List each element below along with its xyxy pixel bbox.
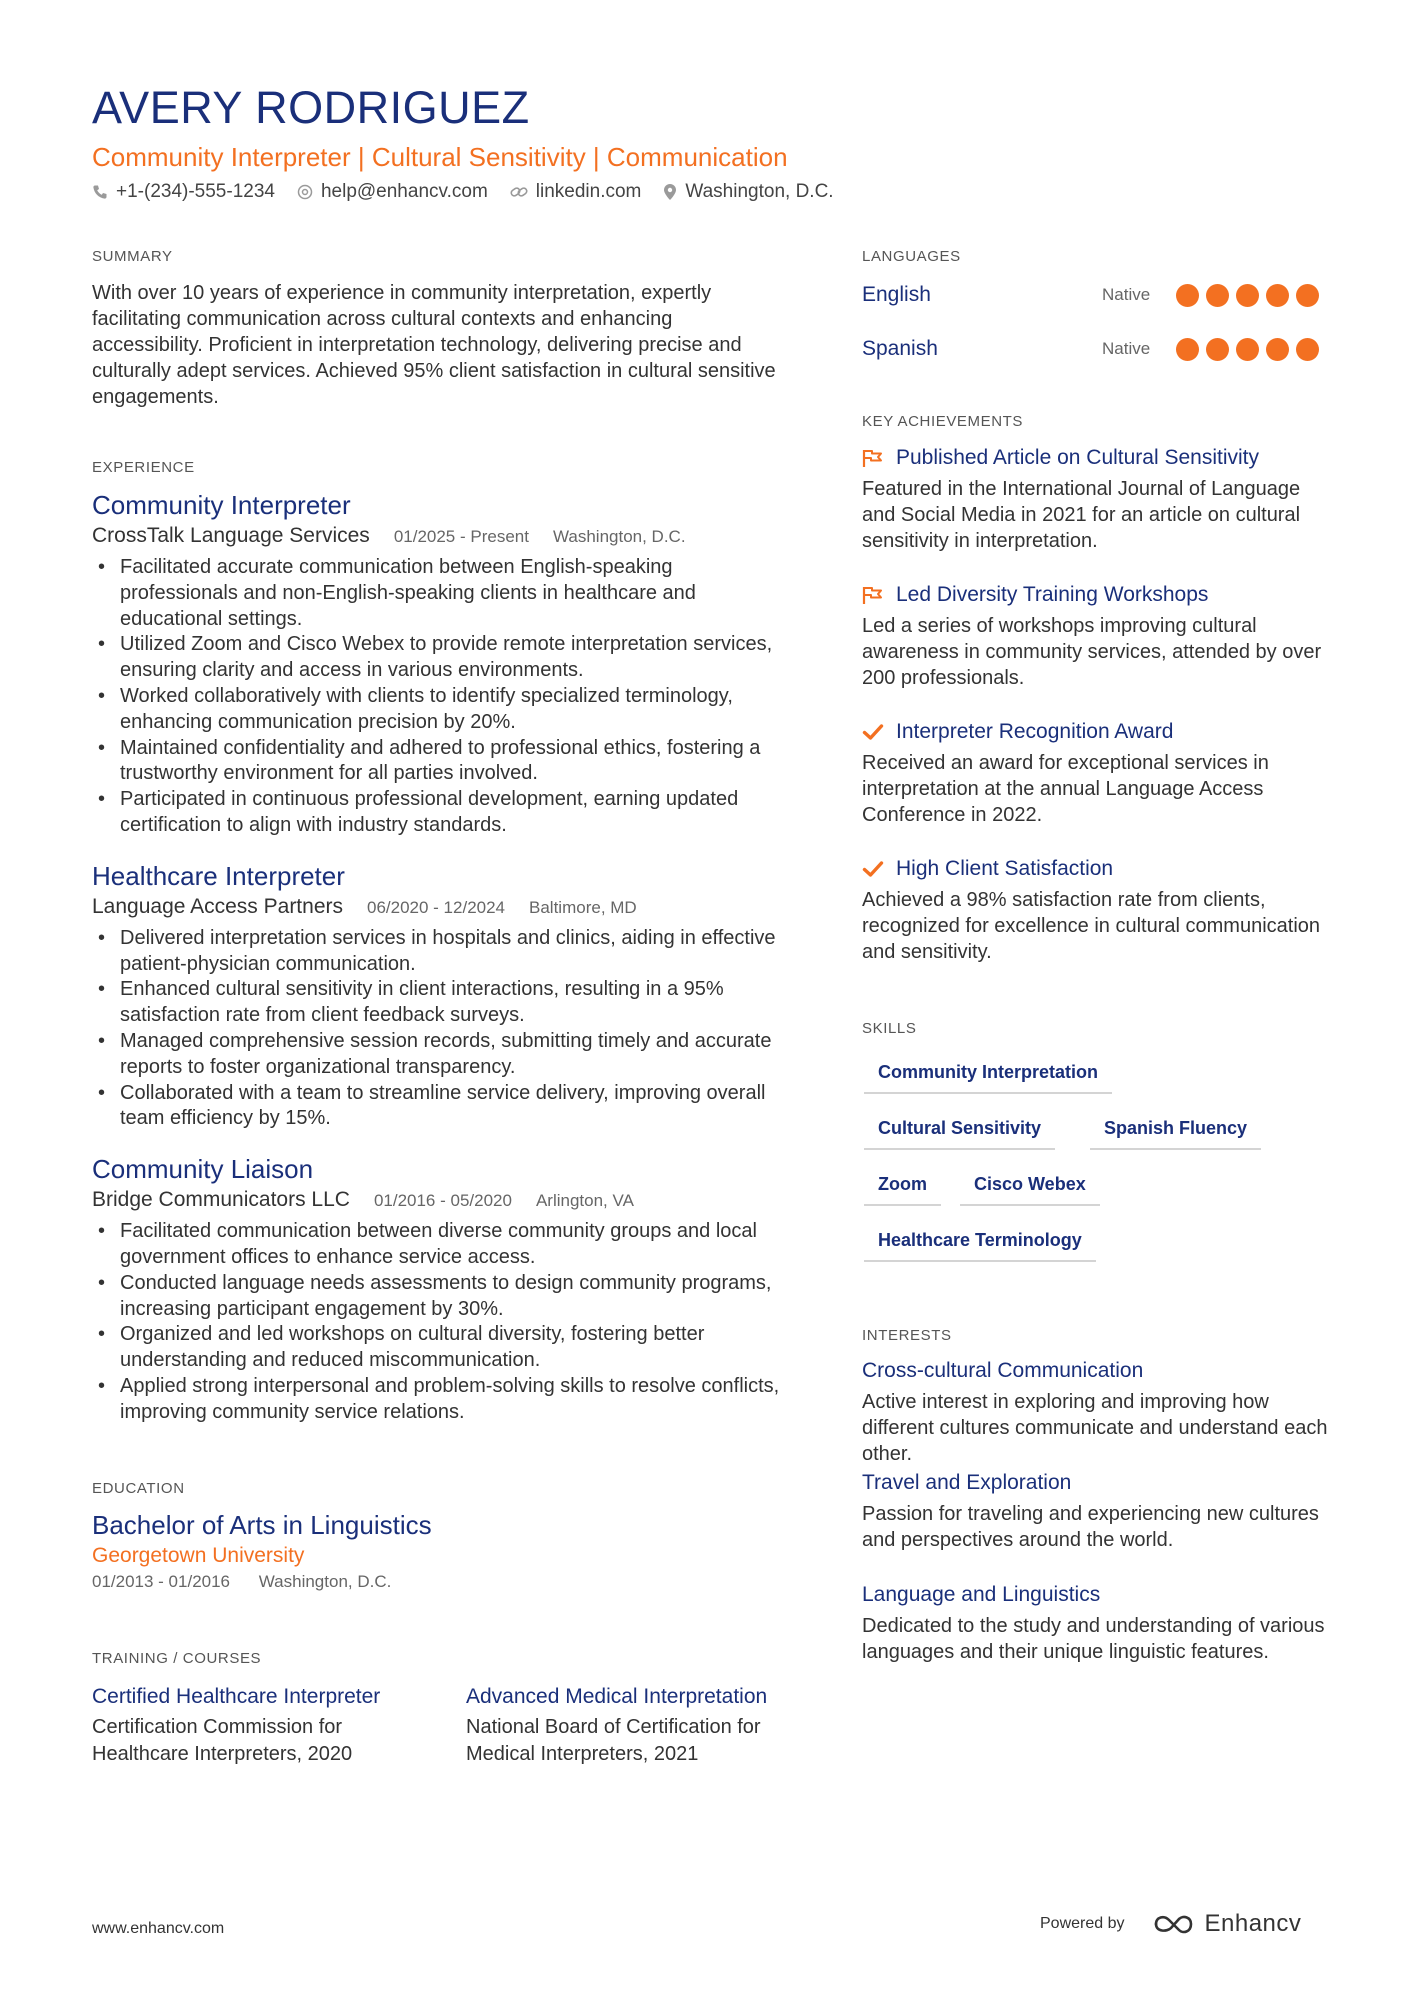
job-meta (92, 522, 792, 551)
summary-text: With over 10 years of experience in community interpretation, expertly facilitating communication across cultural contexts and enhancing accessibility. Proficient in interpretation technology, delivering precise and culturally adept services. Achieved 95% client satisfaction in cultural sensitive engagements. (92, 282, 776, 408)
education-dates: 01/2013 - 01/2016 (92, 1572, 231, 1591)
language-row (862, 280, 1332, 310)
achievement-title: Published Article on Cultural Sensitivity (896, 446, 1260, 469)
interest-title: Cross-cultural Communication (862, 1359, 1144, 1382)
skill-tag: Cultural Sensitivity (864, 1116, 1055, 1150)
job-dates: 01/2025 - Present (393, 527, 529, 546)
skill-tag: Spanish Fluency (1090, 1116, 1261, 1150)
interest-title: Travel and Exploration (862, 1471, 1072, 1494)
job-location: Arlington, VA (535, 1191, 634, 1211)
job-bullet: • Delivered interpretation services in hospitals and clinics, aiding in effective patient-physician communication. (92, 926, 792, 978)
job-dates: 06/2020 - 12/2024 (367, 897, 506, 917)
languages-list (862, 280, 1332, 380)
job-bullet: • Facilitated communication between diverse community groups and local government offices to enhance service access. (92, 1219, 792, 1271)
job-bullet: • Enhanced cultural sensitivity in client interactions, resulting in a 95% satisfaction rate from client feedback surveys. (92, 977, 792, 1029)
candidate-name: AVERY RODRIGUEZ (92, 82, 530, 133)
job-bullet: • Applied strong interpersonal and problem-solving skills to resolve conflicts, improving community service relations. (92, 1374, 792, 1426)
education-degree: Bachelor of Arts in Linguistics (92, 1510, 432, 1540)
achievement-entry (862, 855, 1332, 965)
phone-text[interactable]: +1-(234)-555-1234 (116, 181, 275, 202)
job-title: Community Liaison (92, 1154, 314, 1185)
job-meta (92, 1186, 792, 1215)
achievements-heading: KEY ACHIEVEMENTS (862, 413, 1024, 430)
interest-description: Active interest in exploring and improving how different cultures communicate and understand each other. (862, 1391, 1328, 1465)
location-text: Washington, D.C. (685, 181, 834, 202)
interests-list (862, 1357, 1332, 1717)
job-entry (92, 859, 792, 1132)
interest-description: Dedicated to the study and understanding of various languages and their unique linguistic features. (862, 1615, 1325, 1663)
powered-by-text: Powered by (1040, 1915, 1125, 1932)
course-description: Certification Commission for Healthcare Interpreters, 2020 (92, 1716, 353, 1765)
course-title: Certified Healthcare Interpreter (92, 1685, 381, 1708)
job-bullet: • Managed comprehensive session records, submitting timely and accurate reports to foster organizational transparency. (92, 1029, 792, 1081)
location-pin-icon (663, 183, 677, 201)
rating-dot (1176, 338, 1199, 361)
job-bullet: • Participated in continuous professional development, earning updated certification to align with industry standards. (92, 787, 792, 839)
skill-tag: Cisco Webex (960, 1172, 1100, 1206)
job-bullet: • Facilitated accurate communication between English-speaking professionals and non-English-speaking clients in healthcare and educational settings. (92, 555, 792, 632)
achievement-description: Achieved a 98% satisfaction rate from clients, recognized for excellence in cultural communication and sensitivity. (862, 889, 1321, 963)
job-bullet: • Organized and led workshops on cultural diversity, fostering better understanding and reduced miscommunication. (92, 1322, 792, 1374)
education-heading: EDUCATION (92, 1480, 185, 1497)
achievement-entry (862, 581, 1332, 691)
language-name: English (862, 283, 931, 306)
course-entry (466, 1683, 796, 1768)
language-rating (1176, 338, 1326, 361)
skill-tag: Zoom (864, 1172, 941, 1206)
enhancv-logo-icon (1151, 1911, 1197, 1937)
achievement-title: Led Diversity Training Workshops (896, 583, 1209, 606)
job-bullet: • Utilized Zoom and Cisco Webex to provide remote interpretation services, ensuring clarity and access in various environments. (92, 632, 792, 684)
rating-dot (1236, 338, 1259, 361)
job-bullets (92, 555, 792, 839)
flag-icon (862, 585, 884, 605)
job-bullet: • Worked collaboratively with clients to identify specialized terminology, enhancing communication precision by 20%. (92, 684, 792, 736)
at-icon (297, 184, 313, 200)
job-dates: 01/2016 - 05/2020 (373, 1191, 512, 1211)
email-link[interactable]: help@enhancv.com (320, 181, 488, 202)
achievement-description: Featured in the International Journal of Language and Social Media in 2021 for an article on cultural sensitivity in interpretation. (862, 478, 1301, 552)
summary-heading: SUMMARY (92, 248, 173, 265)
check-icon (862, 859, 884, 879)
language-name: Spanish (862, 337, 938, 360)
job-bullets (92, 1219, 792, 1425)
job-bullet: • Maintained confidentiality and adhered to professional ethics, fostering a trustworthy environment for all parties involved. (92, 736, 792, 788)
experience-heading: EXPERIENCE (92, 459, 195, 476)
rating-dot (1206, 338, 1229, 361)
course-description: National Board of Certification for Medical Interpreters, 2021 (466, 1716, 761, 1765)
course-title: Advanced Medical Interpretation (466, 1685, 768, 1708)
rating-dot (1296, 338, 1319, 361)
interest-title: Language and Linguistics (862, 1583, 1101, 1606)
headline: Community Interpreter | Cultural Sensitivity | Communication (92, 142, 788, 172)
skills-heading: SKILLS (862, 1020, 917, 1037)
linkedin-link[interactable]: linkedin.com (535, 181, 642, 202)
contact-location (663, 178, 833, 206)
language-level: Native (1102, 339, 1151, 358)
achievement-header (862, 581, 1332, 609)
contact-phone (92, 178, 275, 206)
training-heading: TRAINING / COURSES (92, 1650, 262, 1667)
job-company: Bridge Communicators LLC (92, 1188, 350, 1212)
language-row (862, 334, 1332, 364)
course-entry (92, 1683, 422, 1768)
brand-name: Enhancv (1204, 1910, 1302, 1937)
interests-heading: INTERESTS (862, 1327, 952, 1344)
interest-entry (862, 1357, 1332, 1467)
achievement-title: High Client Satisfaction (896, 857, 1114, 880)
education-meta (92, 1570, 792, 1594)
job-location: Washington, D.C. (552, 527, 686, 546)
job-company: CrossTalk Language Services (92, 524, 370, 547)
job-meta (92, 893, 792, 922)
achievement-header (862, 855, 1332, 883)
phone-icon (92, 184, 108, 200)
rating-dot (1266, 338, 1289, 361)
rating-dot (1176, 284, 1199, 307)
education-school: Georgetown University (92, 1544, 305, 1567)
language-level: Native (1102, 285, 1151, 304)
rating-dot (1236, 284, 1259, 307)
achievement-entry (862, 718, 1332, 828)
interest-entry (862, 1469, 1332, 1553)
skill-tag: Healthcare Terminology (864, 1228, 1096, 1262)
job-bullet: • Conducted language needs assessments to design community programs, increasing participant engagement by 30%. (92, 1271, 792, 1323)
job-bullets (92, 926, 792, 1132)
contact-email (297, 178, 488, 206)
rating-dot (1266, 284, 1289, 307)
experience-list (92, 488, 792, 1446)
interest-entry (862, 1581, 1332, 1665)
job-bullet: • Collaborated with a team to streamline service delivery, improving overall team efficiency by 15%. (92, 1081, 792, 1133)
job-title: Community Interpreter (92, 490, 351, 520)
job-company: Language Access Partners (92, 894, 343, 918)
skill-tag: Community Interpretation (864, 1060, 1112, 1094)
achievement-description: Led a series of workshops improving cultural awareness in community services, attended by over 200 professionals. (862, 615, 1322, 689)
job-entry (92, 488, 792, 839)
achievement-entry (862, 444, 1332, 554)
achievements-list (862, 444, 1332, 984)
education-location: Washington, D.C. (258, 1572, 392, 1591)
job-entry (92, 1152, 792, 1425)
achievement-title: Interpreter Recognition Award (896, 720, 1174, 743)
interest-description: Passion for traveling and experiencing new cultures and perspectives around the world. (862, 1503, 1319, 1551)
contact-linkedin (510, 178, 642, 206)
link-icon (510, 184, 528, 200)
rating-dot (1296, 284, 1319, 307)
job-location: Baltimore, MD (529, 897, 637, 917)
education-entry (92, 1508, 792, 1594)
footer-website[interactable]: www.enhancv.com (92, 1920, 225, 1937)
check-icon (862, 722, 884, 742)
job-title: Healthcare Interpreter (92, 860, 345, 891)
achievement-description: Received an award for exceptional services in interpretation at the annual Language Access Conference in 2022. (862, 752, 1269, 826)
achievement-header (862, 718, 1332, 746)
rating-dot (1206, 284, 1229, 307)
achievement-header (862, 444, 1332, 472)
language-rating (1176, 284, 1326, 307)
languages-heading: LANGUAGES (862, 248, 961, 265)
flag-icon (862, 448, 884, 468)
contact-bar (92, 178, 856, 206)
footer-branding (1040, 1910, 1301, 1938)
